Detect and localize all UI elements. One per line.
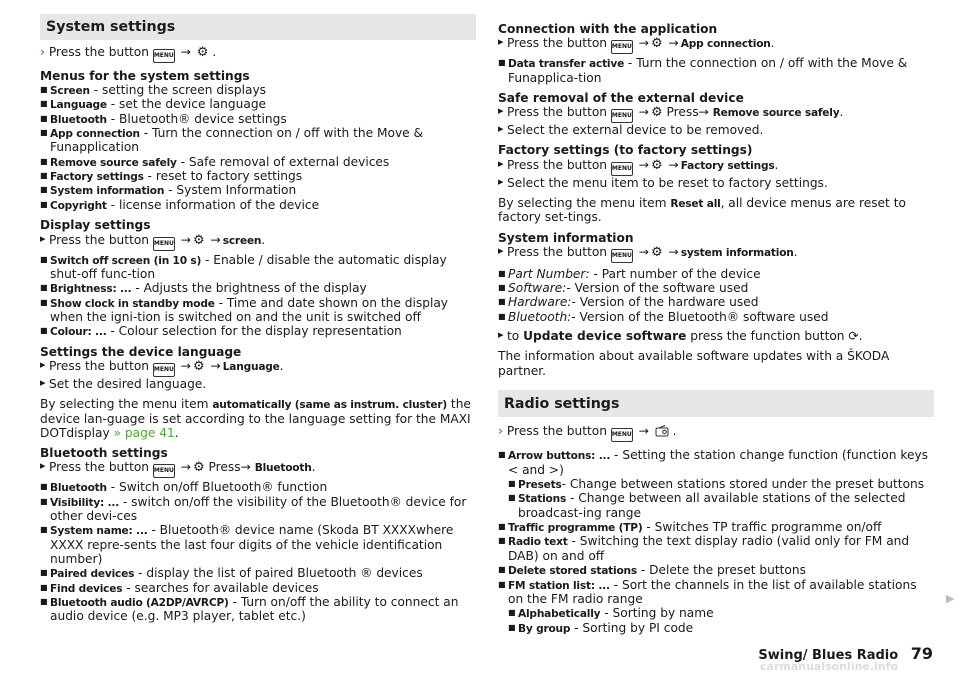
- info-paragraph: The information about available software updates with a ŠKODA partner.: [498, 349, 890, 378]
- list-item: ■ Bluetooth - Switch on/off Bluetooth® function: [40, 480, 476, 494]
- refresh-icon: ⟳: [848, 328, 859, 343]
- gear-icon: ⚙: [651, 36, 663, 52]
- list-item: ■ Bluetooth audio (A2DP/AVRCP) - Turn on/off the ability to connect an audio device (e.g. MP3 player, tablet etc.): [40, 595, 476, 624]
- page-link[interactable]: » page 41: [113, 425, 175, 440]
- list-item: ■ Show clock in standby mode - Time and date shown on the display when the igni-tion is switched on and the unit is switched off: [40, 296, 476, 325]
- list-item: ■ Bluetooth:- Version of the Bluetooth® software used: [498, 310, 934, 324]
- factory-heading: Factory settings (to factory settings): [498, 143, 753, 158]
- list-item: ■ Traffic programme (TP) - Switches TP traffic programme on/off: [498, 520, 934, 534]
- list-item: ■ Screen - setting the screen displays: [40, 83, 476, 97]
- language-step-2: ▸ Set the desired language.: [40, 377, 476, 391]
- right-column: [498, 22, 934, 635]
- list-item: ■ Radio text - Switching the text display radio (valid only for FM and DAB) on and off: [498, 534, 934, 563]
- menu-button-icon: MENU: [611, 162, 633, 176]
- list-item: ■ Switch off screen (in 10 s) - Enable / disable the automatic display shut-off func-tion: [40, 253, 476, 282]
- bluetooth-step: ▸ Press the button MENU → ⚙ Press→ Bluetooth.: [40, 460, 476, 478]
- list-item: ■ Software:- Version of the software used: [498, 281, 934, 295]
- list-item: ■ Bluetooth - Bluetooth® device settings: [40, 112, 476, 126]
- list-item: ■ Paired devices - display the list of paired Bluetooth ® devices: [40, 566, 476, 580]
- remove-step-2: ▸ Select the external device to be removed.: [498, 123, 934, 137]
- language-paragraph: By selecting the menu item automatically (same as instrum. cluster) the device lan-guage is set according to the language setting for the MAXI DOTdisplay » page 41.: [40, 397, 471, 440]
- sysinfo-list: [498, 267, 934, 324]
- list-item: ■ System name: ... - Bluetooth® device name (Skoda BT XXXXwhere XXXX repre-sents the last four digits of the vehicle identification number): [40, 523, 476, 566]
- list-item: ■ Factory settings - reset to factory settings: [40, 169, 476, 183]
- gear-icon: ⚙: [193, 232, 205, 248]
- factory-step-1: ▸ Press the button MENU → ⚙ → Factory settings.: [498, 158, 934, 176]
- radio-list: [498, 448, 934, 635]
- factory-step-2: ▸ Select the menu item to be reset to factory settings.: [498, 176, 934, 190]
- next-page-arrow-icon: ▶: [946, 592, 955, 605]
- menu-button-icon: MENU: [611, 249, 633, 263]
- factory-paragraph: By selecting the menu item Reset all, all device menus are reset to factory set-tings.: [498, 195, 906, 225]
- sysinfo-heading: System information: [498, 230, 634, 245]
- gear-icon: ⚙: [651, 157, 663, 173]
- display-heading: Display settings: [40, 218, 151, 233]
- list-item: ■ Copyright - license information of the device: [40, 198, 476, 212]
- sysinfo-step: ▸ Press the button MENU → ⚙ → system information.: [498, 245, 934, 263]
- radio-intro-step: › Press the button MENU → .: [498, 424, 934, 442]
- system-intro-step: › Press the button MENU → ⚙ .: [40, 45, 476, 63]
- list-item: ■ Hardware:- Version of the hardware used: [498, 295, 934, 309]
- connection-step: ▸ Press the button MENU → ⚙ → App connection.: [498, 36, 934, 54]
- list-item: ■ Brightness: ... - Adjusts the brightness of the display: [40, 281, 476, 295]
- bluetooth-heading: Bluetooth settings: [40, 446, 168, 461]
- menu-button-icon: MENU: [153, 237, 175, 251]
- list-item: ■ Presets- Change between stations stored under the preset buttons: [508, 477, 934, 491]
- gear-icon: ⚙: [651, 105, 663, 121]
- gear-icon: ⚙: [196, 44, 209, 60]
- list-item: ■ Delete stored stations - Delete the preset buttons: [498, 563, 934, 577]
- list-item: ■ Data transfer active - Turn the connection on / off with the Move & Funapplica-tion: [498, 56, 934, 85]
- menu-button-icon: MENU: [611, 40, 633, 54]
- list-item: ■ FM station list: ... - Sort the channels in the list of available stations on the FM radio range: [498, 578, 934, 607]
- language-step-1: ▸ Press the button MENU → ⚙ → Language.: [40, 359, 476, 377]
- page-number: 79: [910, 644, 933, 663]
- gear-icon: ⚙: [193, 358, 205, 374]
- menus-heading: Menus for the system settings: [40, 68, 250, 83]
- remove-step-1: ▸ Press the button MENU → ⚙ Press→ Remove source safely.: [498, 105, 934, 123]
- menus-list: [40, 83, 476, 212]
- gear-icon: ⚙: [193, 460, 205, 476]
- list-item: ■ Alphabetically - Sorting by name: [508, 606, 934, 620]
- remove-heading: Safe removal of the external device: [498, 90, 744, 105]
- watermark: carmanualsonline.info: [760, 660, 898, 673]
- footer-section: Swing/ Blues Radio: [758, 648, 899, 663]
- menu-button-icon: MENU: [153, 464, 175, 478]
- list-item: ■ Stations - Change between all available stations of the selected broadcast-ing range: [508, 491, 934, 520]
- menu-button-icon: MENU: [153, 49, 175, 63]
- update-step: ▸ to Update device software press the function button ⟳.: [498, 329, 934, 343]
- list-item: ■ Remove source safely - Safe removal of external devices: [40, 155, 476, 169]
- left-column: [40, 14, 476, 624]
- list-item: ■ Find devices - searches for available devices: [40, 581, 476, 595]
- connection-heading: Connection with the application: [498, 22, 718, 36]
- bluetooth-list: [40, 480, 476, 623]
- display-step: ▸ Press the button MENU → ⚙ → screen.: [40, 233, 476, 251]
- menu-button-icon: MENU: [611, 109, 633, 123]
- gear-icon: ⚙: [651, 244, 663, 260]
- list-item: ■ Language - set the device language: [40, 97, 476, 111]
- list-item: ■ Part Number: - Part number of the device: [498, 267, 934, 281]
- display-list: [40, 253, 476, 339]
- radio-icon: [655, 425, 669, 437]
- list-item: ■ Visibility: ... - switch on/off the visibility of the Bluetooth® device for other devi-ces: [40, 495, 476, 524]
- list-item: ■ App connection - Turn the connection on / off with the Move & Funapplication: [40, 126, 476, 155]
- system-settings-title: System settings: [40, 14, 476, 40]
- language-heading: Settings the device language: [40, 344, 242, 359]
- list-item: ■ By group - Sorting by PI code: [508, 621, 934, 635]
- list-item: ■ Colour: ... - Colour selection for the display representation: [40, 324, 476, 338]
- menu-button-icon: MENU: [611, 428, 633, 442]
- list-item: ■ System information - System Information: [40, 183, 476, 197]
- list-item: ■ Arrow buttons: ... - Setting the station change function (function keys < and >): [498, 448, 934, 477]
- menu-button-icon: MENU: [153, 363, 175, 377]
- radio-settings-title: Radio settings: [498, 390, 934, 418]
